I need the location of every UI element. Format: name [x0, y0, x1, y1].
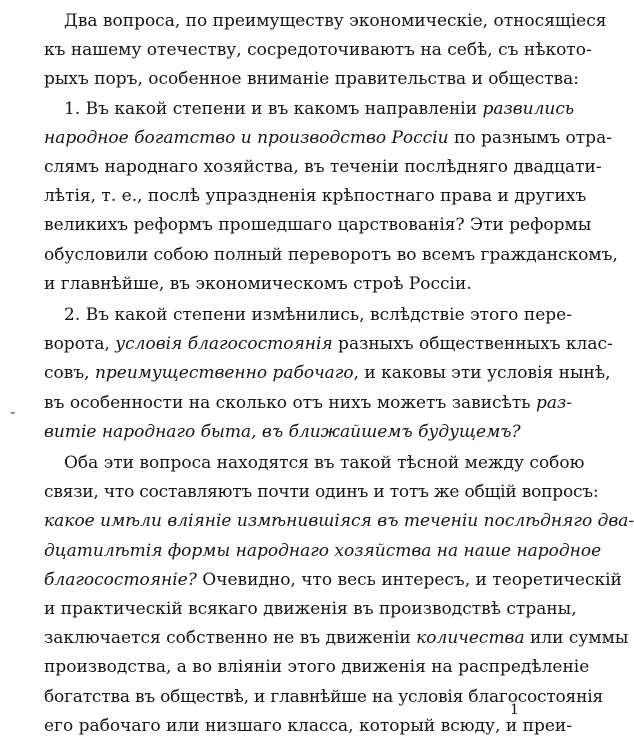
text-line [44, 506, 634, 536]
text-segment: рыхъ поръ, особенное вниманіе правительства и общества: [44, 69, 579, 90]
italic-text: раз- [535, 392, 572, 413]
text-segment: , и каковы эти условія нынѣ, [353, 363, 611, 384]
text-line [44, 64, 579, 94]
text-line [44, 711, 572, 741]
italic-text: развились [482, 98, 575, 119]
italic-text: дцатилѣтія формы народнаго хозяйства на наше народное [44, 540, 602, 561]
text-segment: къ нашему отечеству, сосредоточиваютъ на себѣ, съ нѣкото- [44, 40, 592, 61]
text-segment: разныхъ общественныхъ клас- [332, 334, 613, 355]
text-segment: Оба эти вопроса находятся въ такой тѣсной между собою [64, 453, 585, 473]
text-segment: и практическій всякаго движенія въ производствѣ страны, [44, 599, 577, 619]
text-segment: заключается собственно не въ движеніи [44, 628, 417, 649]
text-line [44, 682, 603, 712]
text-line [44, 123, 612, 153]
text-line [44, 329, 613, 359]
text-line [44, 152, 602, 182]
text-line [44, 358, 611, 388]
text-segment: слямъ народнаго хозяйства, въ теченіи послѣдняго двадцати- [44, 157, 602, 177]
italic-text: условія благосостоянія [115, 334, 333, 355]
text-segment: Два вопроса, по преимуществу экономическіе, относящіеся [64, 11, 607, 31]
text-line [44, 623, 629, 653]
text-segment: ворота, [44, 334, 116, 355]
text-segment: обусловили собою полный переворотъ во всемъ гражданскомъ, [44, 244, 618, 265]
text-line [44, 269, 572, 299]
text-segment: Очевидно, что весь интересъ, и теоретическій [196, 569, 622, 590]
text-segment: совъ, [44, 363, 95, 384]
text-segment: производства, а во вліяніи этого движенія на распредѣленіе [44, 657, 590, 678]
text-line [64, 94, 575, 124]
text-segment: его рабочаго или низшаго класса, который всюду, и преи- [44, 715, 572, 736]
text-segment: связи, что составляютъ почти одинъ и тотъ же общій вопросъ: [44, 482, 599, 503]
text-line [44, 536, 602, 566]
italic-text: преимущественно рабочаго [94, 363, 354, 384]
text-line [44, 240, 618, 270]
page-number: 1 [510, 702, 519, 718]
text-segment: лѣтія, т. е., послѣ упраздненія крѣпостнаго права и другихъ [44, 186, 587, 207]
text-segment: въ особенности на сколько отъ нихъ можетъ зависѣть [44, 392, 536, 413]
text-line [44, 35, 592, 65]
text-segment: великихъ реформъ прошедшаго царствованія? Эти реформы [44, 215, 592, 236]
italic-text: благосостояніе? [44, 569, 197, 590]
italic-text: народное богатство и производство Россіи [44, 127, 449, 148]
text-line [44, 181, 587, 211]
text-line [44, 210, 592, 240]
text-segment: 2. Въ какой степени измѣнились, вслѣдствіе этого пере- [64, 305, 572, 325]
text-line [44, 477, 599, 507]
text-segment: по разнымъ отра- [448, 127, 612, 148]
text-line [44, 388, 572, 418]
italic-text: витіе народнаго быта, въ ближайшемъ будущемъ? [44, 421, 521, 442]
text-line [64, 448, 585, 478]
text-line [64, 6, 607, 36]
italic-text: количества [416, 628, 525, 649]
margin-mark: - [10, 402, 16, 421]
text-line [64, 300, 572, 330]
text-segment: или суммы [524, 628, 629, 649]
text-segment: и главнѣйше, въ экономическомъ строѣ Россіи. [44, 273, 472, 294]
text-line [44, 565, 622, 595]
text-segment: богатства въ обществѣ, и главнѣйше на условія благосостоянія [44, 686, 603, 707]
text-line [44, 652, 590, 682]
text-line [44, 594, 577, 624]
text-segment: 1. Въ какой степени и въ какомъ направленіи [64, 98, 483, 119]
italic-text: какое имѣли вліяніе измѣнившіяся въ теченіи послѣдняго два- [44, 511, 634, 532]
text-line [44, 417, 572, 447]
